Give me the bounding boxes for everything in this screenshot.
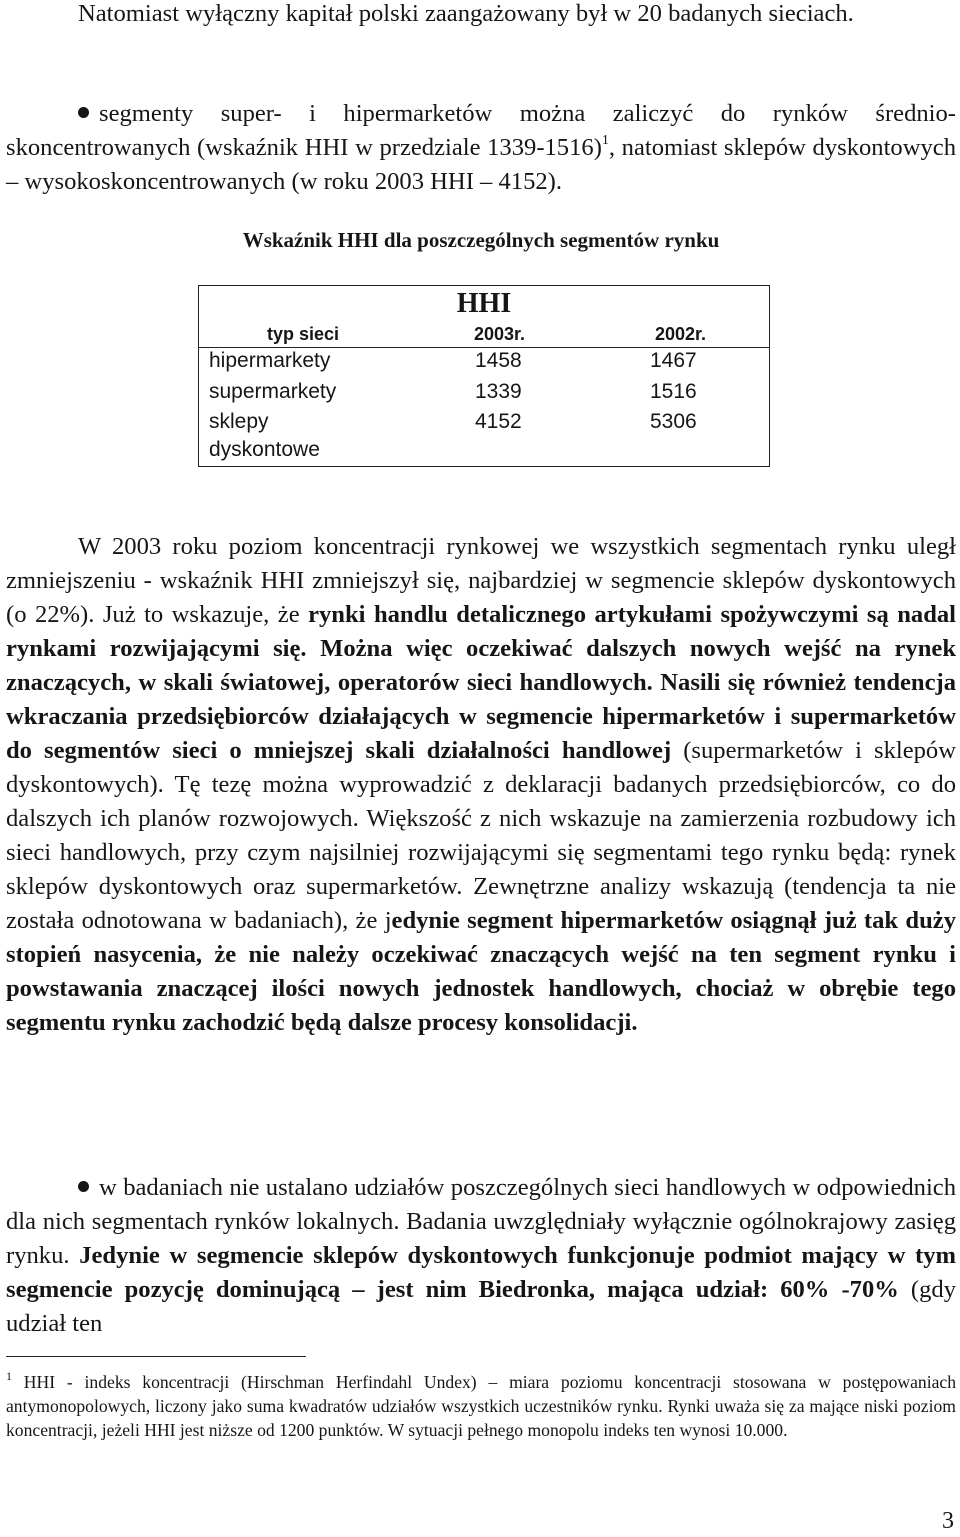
row-name-discount-stores-line2: dyskontowe xyxy=(209,438,320,461)
analysis-text-continued: (supermarketów i sklepów dyskontowych). Tę tezę można wyprowadzić z deklaracji badanych przedsiębiorców, co do dalszych ich planów rozwojowych. Większość z nich wskazuje na zamierzenia rozbudowy ich sieci handlowych, przy czym najsilniej rozwijającymi się segmentami tego rynku będą: rynek sklepów dyskontowych oraz supermarketów. Zewnętrzne analizy wskazują (tendencja ta nie została odnotowana w badaniach), że j xyxy=(6,737,956,934)
paragraph-intro: Natomiast wyłączny kapitał polski zaangażowany był w 20 badanych sieciach. xyxy=(78,0,854,27)
row-name-discount-stores: sklepy xyxy=(209,410,269,433)
bullet-item-market-share xyxy=(6,1171,956,1341)
page-number: 3 xyxy=(942,1508,954,1534)
bullet-text: w badaniach nie ustalano udziałów poszczególnych sieci handlowych w odpowiednich dla nich segmentach rynków lokalnych. Badania uwzględniały wyłącznie ogólnokrajowy zasięg rynku. xyxy=(6,1174,956,1269)
footnote-mark: 1 xyxy=(6,1369,12,1383)
bullet-text-continued: (gdy udział ten xyxy=(6,1276,956,1337)
column-header-2003: 2003r. xyxy=(474,324,526,344)
analysis-text: W 2003 roku poziom koncentracji rynkowej we wszystkich segmentach rynku uległ zmniejszeniu - wskaźnik HHI zmniejszył się, najbardziej w segmencie sklepów dyskontowych (o 22%). Już to wskazuje, że xyxy=(6,533,956,628)
bullet-text: segmenty super- i hipermarketów można zaliczyć do rynków średnio-skoncentrowanych (wskaźnik HHI w przedziale 1339-1516) xyxy=(6,100,956,161)
paragraph-analysis xyxy=(6,530,956,1040)
table-title: Wskaźnik HHI dla poszczególnych segmentów rynku xyxy=(242,228,720,252)
footnote xyxy=(6,1370,956,1442)
row-name-supermarkets: supermarkety xyxy=(209,380,337,403)
bullet-item-concentration xyxy=(6,97,956,199)
table-divider xyxy=(199,347,769,348)
footnote-text: HHI - indeks koncentracji (Hirschman Herfindahl Undex) – miara poziomu koncentracji stosowana w postępowaniach antymonopolowych, liczony jako suma kwadratów udziałów wszystkich uczestników rynku. Rynki uważa się za mające niski poziom koncentracji, jeżeli HHI jest niższe od 1200 punktów. W sytuacji pełnego monopolu indeks ten wynosi 10.000. xyxy=(6,1372,956,1440)
hhi-table xyxy=(198,285,770,467)
analysis-emphasis-2: edynie segment hipermarketów osiągnął już tak duży stopień nasycenia, że nie należy oczekiwać znaczących wejść na ten segment rynku i powstawania znaczącej ilości nowych jednostek handlowych, chociaż w obrębie tego segmentu rynku zachodzić będą dalsze procesy konsolidacji. xyxy=(6,907,956,1036)
cell-value: 1339 xyxy=(475,380,522,403)
cell-value: 1516 xyxy=(650,380,697,403)
cell-value: 5306 xyxy=(650,410,697,433)
bullet-text-continued: , natomiast sklepów dyskontowych – wysokoskoncentrowanych (w roku 2003 HHI – 4152). xyxy=(6,134,956,195)
analysis-emphasis: rynki handlu detalicznego artykułami spożywczymi są nadal rynkami rozwijającymi się. Można więc oczekiwać dalszych nowych wejść na rynek znaczących, w skali światowej, operatorów sieci handlowych. Nasili się również tendencja wkraczania przedsiębiorców działających w segmencie hipermarketów i supermarketów do segmentów sieci o mniejszej skali działalności handlowej xyxy=(6,601,956,764)
footnote-separator xyxy=(6,1356,306,1357)
bullet-icon xyxy=(78,1181,89,1192)
row-name-hypermarkets: hipermarkety xyxy=(209,349,331,372)
column-header-2002: 2002r. xyxy=(655,324,707,344)
cell-value: 1467 xyxy=(650,349,697,372)
cell-value: 4152 xyxy=(475,410,522,433)
bullet-icon xyxy=(78,107,89,118)
cell-value: 1458 xyxy=(475,349,522,372)
footnote-reference[interactable]: 1 xyxy=(601,133,609,148)
bullet-emphasis: Jedynie w segmencie sklepów dyskontowych funkcjonuje podmiot mający w tym segmencie pozycję dominującą – jest nim Biedronka, mająca udział: 60% -70% xyxy=(6,1242,956,1303)
table-header-hhi: HHI xyxy=(456,288,512,319)
column-header-type: typ sieci xyxy=(267,324,340,344)
